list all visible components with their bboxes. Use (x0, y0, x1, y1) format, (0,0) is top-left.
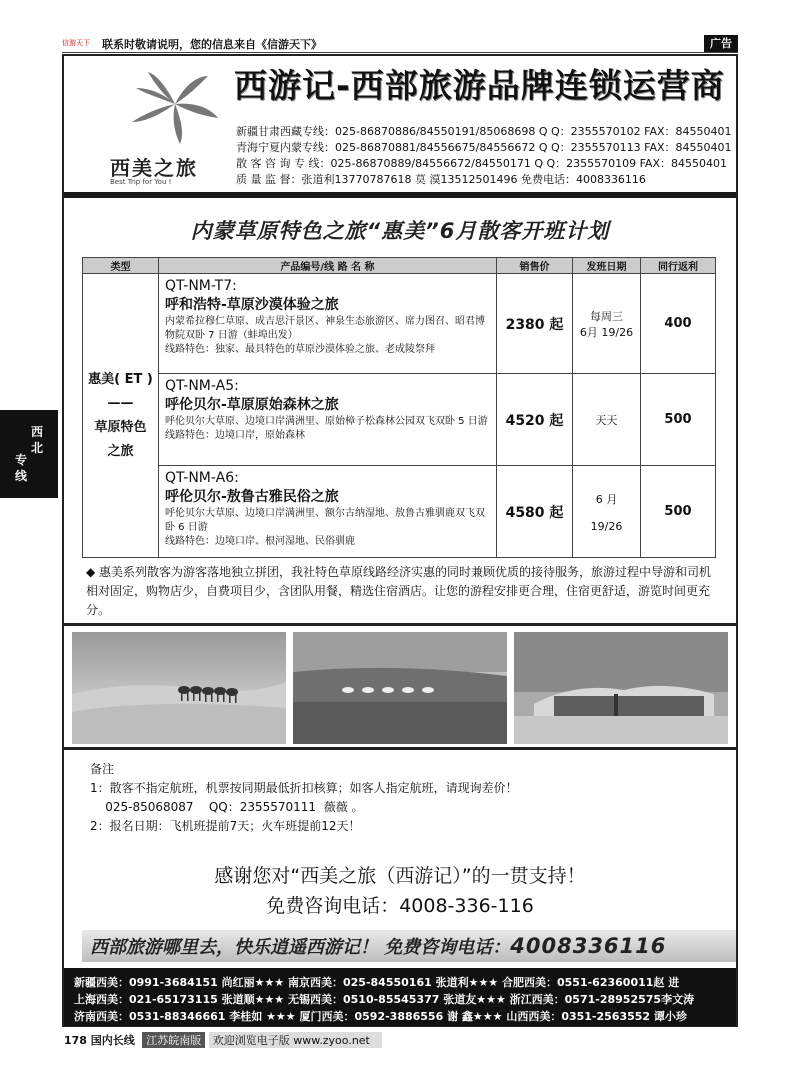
price-cell: 4580 起 (497, 466, 573, 558)
column-header: 发班日期 (573, 258, 641, 274)
column-header: 同行返利 (641, 258, 716, 274)
product-code: QT-NM-T7: (165, 278, 237, 294)
divider (64, 192, 736, 198)
slogan-hotline: 4008336116 (510, 934, 667, 958)
route-feature: 线路特色：边境口岸、根河湿地、民俗驯鹿 (165, 536, 355, 547)
table-row (83, 374, 716, 466)
contact-row: 青海宁夏内蒙专线：025-86870881/84556675/84556672 Q Q：2355570113 FAX：84550401 (236, 141, 732, 154)
contact-row: 散 客 咨 询 专 线：025-86870889/84556672/84550171 Q Q：2355570109 FAX：84550401 (236, 157, 727, 170)
brand-logo-tagline: Best Trip for You ! (110, 178, 172, 186)
slogan-bar (82, 930, 736, 962)
route-name: 呼和浩特-草原沙漠体验之旅 (165, 297, 339, 313)
route-description: 内蒙希拉穆仁草原、成吉思汗景区、神泉生态旅游区、席力图召、昭君博物院双卧 7 日游（蚌埠出发） (165, 316, 485, 341)
route-description: 呼伦贝尔大草原、边境口岸满洲里、原始樟子松森林公园双飞双卧 5 日游 (165, 416, 488, 427)
thanks-block (64, 861, 736, 921)
edition-label: 江苏皖南版 (142, 1032, 205, 1048)
route-cell (159, 374, 497, 466)
ad-tag: 广告 (704, 35, 738, 52)
rebate-cell: 500 (641, 466, 716, 558)
top-header (62, 35, 738, 53)
brand-title: 西游记-西部旅游品牌连锁运营商 (234, 66, 725, 105)
website-link[interactable]: 欢迎浏览电子版 www.zyoo.net (209, 1032, 382, 1048)
hotline-line: 免费咨询电话：4008-336-116 (266, 895, 534, 917)
contact-list (236, 124, 736, 188)
contact-row: 质 量 监 督：张道利13770787618 莫 漠13512501496 免费电话：4008336116 (236, 173, 646, 186)
column-header: 类型 (83, 258, 159, 274)
product-type-cell (83, 274, 159, 558)
departure-date-cell: 每周三 6月 19/26 (573, 274, 641, 374)
price-cell: 4520 起 (497, 374, 573, 466)
table-header-row (83, 258, 716, 274)
notes-title: 备注 (90, 762, 115, 776)
note-item: 1：散客不指定航班，机票按同期最低折扣核算；如客人指定航班，请现询差价！ (90, 781, 518, 795)
column-header: 产品编号/线 路 名 称 (159, 258, 497, 274)
route-feature: 线路特色：边境口岸，原始森林 (165, 430, 305, 441)
departure-date-cell: 天天 (573, 374, 641, 466)
brand-header (64, 56, 736, 190)
type-line: 草原特色 (94, 419, 147, 435)
route-cell (159, 466, 497, 558)
plan-title: 内蒙草原特色之旅“惠美”6月散客开班计划 (190, 219, 610, 243)
branch-row: 新疆西美：0991-3684151 尚红丽★★★ 南京西美：025-84550161 张道利★★★ 合肥西美：0551-62360011赵 进 (74, 976, 680, 989)
type-line: —— (107, 395, 134, 411)
branch-row: 济南西美：0531-88346661 李桂如 ★★★ 厦门西美：0592-3886556 谢 鑫★★★ 山西西美：0351-2563552 谭小珍 (74, 1010, 687, 1023)
notes-section (90, 760, 710, 836)
branch-row: 上海西美：021-65173115 张道顺★★★ 无锡西美：0510-85545377 张道友★★★ 浙江西美：0571-28952575李文涛 (74, 993, 695, 1006)
brand-logo-name: 西美之旅 (110, 156, 198, 180)
thanks-line: 感谢您对“西美之旅（西游记）”的一贯支持！ (214, 865, 586, 887)
route-description: 呼伦贝尔大草原、边境口岸满洲里、额尔古纳湿地、敖鲁古雅驯鹿双飞双卧 6 日游 (165, 508, 485, 533)
desert-camel-photo (72, 632, 286, 744)
product-code: QT-NM-A6: (165, 470, 239, 486)
schedule-table (82, 257, 716, 558)
product-code: QT-NM-A5: (165, 378, 239, 394)
side-tab-line: 专线 (14, 453, 27, 483)
route-name: 呼伦贝尔-草原原始森林之旅 (165, 397, 339, 413)
type-line: 惠美( ET ) (88, 371, 153, 387)
grassland-yurt-photo (293, 632, 507, 744)
photo-band (64, 623, 736, 750)
departure-date-cell: 6 月 19/26 (573, 466, 641, 558)
source-notice: 联系时敬请说明，您的信息来自《信游天下》 (102, 38, 322, 51)
side-tab-line: 西北 (30, 425, 43, 455)
price-cell: 2380 起 (497, 274, 573, 374)
contact-row: 新疆甘肃西藏专线：025-86870886/84550191/85068698 Q Q：2355570102 FAX：84550401 (236, 125, 732, 138)
rebate-cell: 400 (641, 274, 716, 374)
route-cell (159, 274, 497, 374)
rebate-cell: 500 (641, 374, 716, 466)
slogan-text: 西部旅游哪里去，快乐逍遥西游记！ 免费咨询电话： (90, 937, 511, 958)
publication-logo: 信游天下 (62, 39, 90, 47)
table-row (83, 466, 716, 558)
museum-building-photo (514, 632, 728, 744)
section-side-tab (0, 410, 58, 498)
route-name: 呼伦贝尔-敖鲁古雅民俗之旅 (165, 489, 339, 505)
series-intro: ◆ 惠美系列散客为游客落地独立拼团，我社特色草原线路经济实惠的同时兼顾优质的接待服务，旅游过程中导游和司机相对固定，购物店少，自费项目少，含团队用餐，精选住宿酒店。让您的游程安排更合理，住宿更舒适，游览时间更充分。 (86, 565, 712, 617)
note-item: 025-85068087 QQ：2355570111 薇薇 。 (90, 800, 364, 814)
column-header: 销售价 (497, 258, 573, 274)
type-line: 之旅 (107, 443, 134, 459)
route-feature: 线路特色：独家、最具特色的草原沙漠体验之旅、老成陵祭拜 (165, 344, 435, 355)
table-row (83, 274, 716, 374)
branch-list (64, 968, 736, 1026)
note-item: 2：报名日期：飞机班提前7天；火车班提前12天！ (90, 819, 361, 833)
page-number: 178 国内长线 (64, 1034, 135, 1047)
page-footer (64, 1032, 382, 1050)
star-flower-icon (110, 64, 240, 148)
